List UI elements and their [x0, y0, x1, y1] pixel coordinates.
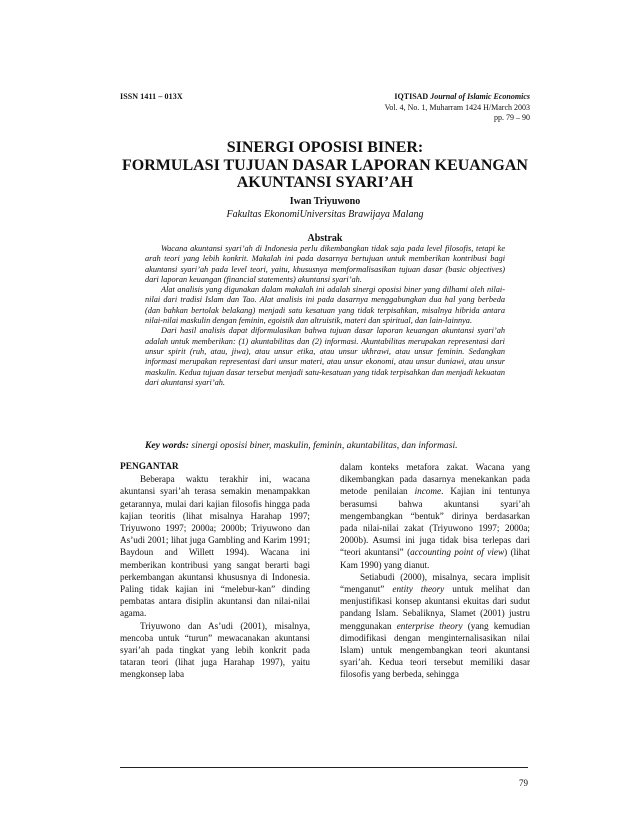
body-column-right: [340, 461, 530, 681]
body-paragraph: dalam konteks metafora zakat. Wacana yang dikembangkan pada dasarnya menekankan pada metode penilaian income. Kajian ini tentunya berasumsi bahwa akuntansi syari’ah mengembangkan “bentuk” dirinya berdasarkan pada nilai-nilai zakat (Triyuwono 1997; 2000a; 2000b). Asumsi ini juga tidak bisa terlepas dari “teori akuntansi” (accounting point of view) (lihat Kam 1990) yang dianut.: [340, 462, 531, 570]
title-line-1: SINERGI OPOSISI BINER:: [226, 139, 424, 156]
journal-header: [385, 92, 530, 124]
body-column-left: [120, 461, 310, 681]
journal-volume: Vol. 4, No. 1, Muharram 1424 H/March 2003: [384, 102, 530, 112]
term-enterprise-theory: enterprise theory: [396, 620, 463, 631]
abstract-paragraph-3: Dari hasil analisis dapat diformulasikan bahwa tujuan dasar laporan keuangan akuntansi syari’ah adalah untuk memberikan: (1) akuntabilitas dan (2) informasi. Akuntabilitas merupakan representasi dari unsur spirit (ruh, atau, jiwa), atau unsur etika, atau unsur ukhrawi, atau unsur feminin. Sedangkan informasi merupakan representasi dari unsur materi, atau unsur ekonomi, atau unsur duniawi, atau unsur maskulin. Kedua tujuan dasar tersebut menjadi satu-kesatuan yang tidak terpisahkan dan menjadi kekuatan dari akuntansi syari’ah.: [145, 326, 505, 387]
issn-number: ISSN 1411 – 013X: [120, 92, 183, 101]
body-paragraph: Triyuwono dan As’udi (2001), misalnya, mencoba untuk “turun” mewacanakan akuntansi syari’ah pada tingkat yang lebih konkrit pada tataran teori (lihat juga Harahap 1997), yaitu mengkonsep laba: [120, 620, 310, 680]
author-name: Iwan Triyuwono: [289, 196, 361, 207]
keywords-text: sinergi oposisi biner, maskulin, feminin, akuntabilitas, dan informasi.: [191, 440, 458, 451]
abstract-paragraph-1: Wacana akuntansi syari’ah di Indonesia perlu dikembangkan tidak saja pada level filosofis, tetapi ke arah teori yang lebih konkrit. Makalah ini pada dasarnya bertujuan untuk memberikan kontribusi bagi akuntansi syari’ah pada level teori, yaitu, khususnya memformalisasikan tujuan dasar (basic objectives) dari laporan keuangan (financial statements) akuntansi syari’ah.: [145, 244, 505, 284]
journal-subtitle: Journal of Islamic Economics: [430, 92, 530, 101]
term-entity-theory: entity theory: [392, 584, 445, 595]
footer-rule: [120, 767, 528, 768]
paper-title: [120, 139, 530, 192]
title-line-3: AKUNTANSI SYARI’AH: [236, 174, 414, 191]
title-line-2: FORMULASI TUJUAN DASAR LAPORAN KEUANGAN: [122, 156, 528, 174]
keywords: [145, 440, 525, 451]
author-affiliation: Fakultas EkonomiUniversitas Brawijaya Malang: [226, 209, 424, 220]
body-paragraph: Beberapa waktu terakhir ini, wacana akuntansi syari’ah terasa semakin menampakkan getarannya, mulai dari kajian filosofis hingga pada kajian teoritis (lihat misalnya Harahap 1997; Triyuwono 1997; 2000a; 2000b; Triyuwono dan As’udi 2001; lihat juga Gambling and Karim 1991; Baydoun and Willett 1994). Wacana ini memberikan kontribusi yang sangat berarti bagi perkembangan akuntansi khususnya di Indonesia. Paling tidak kajian ini “melebur-kan” dinding pembatas antara disiplin akuntansi dan nilai-nilai agama.: [120, 474, 310, 619]
body-paragraph: Setiabudi (2000), misalnya, secara implisit “menganut” entity theory untuk melihat dan menjustifikasi konsep akuntansi ekuitas dari sudut pandang Islam. Sebaliknya, Slamet (2001) justru menggunakan enterprise theory (yang kemudian dimodifikasi dengan menginternalisasikan nilai Islam) untuk mengembangkan teori akuntansi syari’ah. Kedua teori tersebut memiliki dasar filosofis yang berbeda, sehingga: [340, 571, 530, 680]
journal-name: IQTISAD: [394, 92, 429, 101]
term-income: income: [414, 486, 442, 497]
section-heading: PENGANTAR: [120, 462, 179, 472]
abstract-heading: Abstrak: [307, 233, 343, 244]
abstract-paragraph-2: Alat analisis yang digunakan dalam makalah ini adalah sinergi oposisi biner yang dilhami oleh nilai-nilai dari tradisi Islam dan Tao. Alat analisis ini pada dasarnya menggabungkan dua hal yang berbeda (dan bahkan bertolak belakang) menjadi satu kesatuan yang tidak terpisahkan, misalnya hibrida antara nilai-nilai maskulin dengan feminin, egoistik dan altruistik, materi dan spiritual, dan lain-lainnya.: [145, 285, 505, 326]
term-accounting-pov: accounting point of view: [410, 547, 505, 558]
page-number: 79: [519, 778, 528, 788]
keywords-label: Key words:: [145, 440, 189, 451]
abstract-body: [145, 244, 505, 388]
journal-pages: pp. 79 – 90: [494, 113, 530, 122]
